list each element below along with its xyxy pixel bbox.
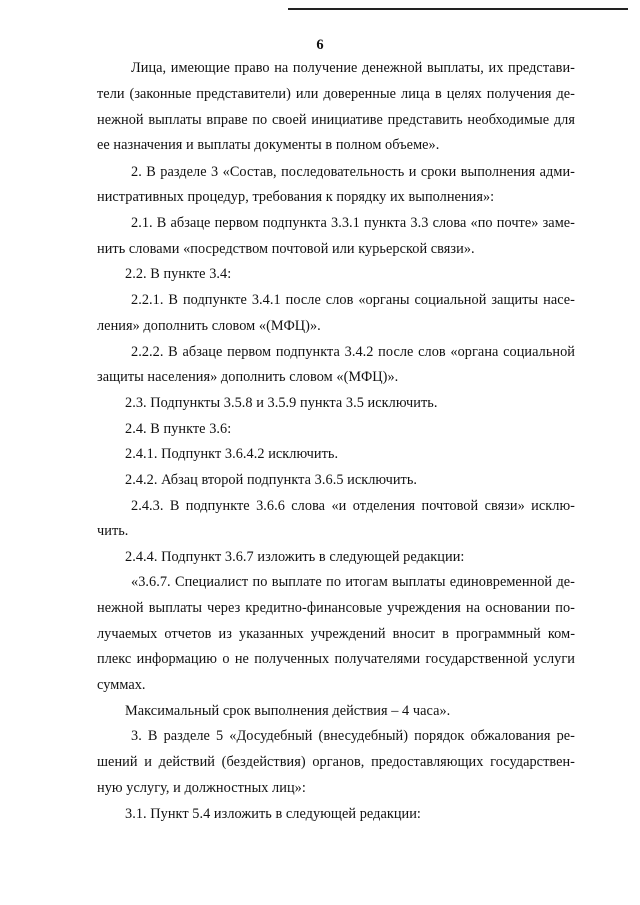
text-line: 2.4.3. В подпункте 3.6.6 слова «и отделения почтовой связи» исклю- [131,498,575,514]
text-line: 2.2. В пункте 3.4: [125,266,232,282]
text-line: чить. [97,523,129,539]
text-line: 3.1. Пункт 5.4 изложить в следующей редакции: [125,806,421,822]
text-line: 2.2.1. В подпункте 3.4.1 после слов «органы социальной защиты насе- [131,292,575,308]
text-line: 2.2.2. В абзаце первом подпункта 3.4.2 после слов «органа социальной [131,344,575,360]
text-line: Максимальный срок выполнения действия – 4 часа». [125,703,451,719]
text-line: нить словами «посредством почтовой или курьерской связи». [97,241,475,257]
text-line: ную услугу, и должностных лиц»: [97,780,306,796]
text-line: 2.1. В абзаце первом подпункта 3.3.1 пункта 3.3 слова «по почте» заме- [131,215,575,231]
text-line: ее назначения и выплаты документы в полном объеме». [97,137,440,153]
text-line: нежной выплаты через кредитно-финансовые учреждения на основании по- [97,600,575,616]
text-line: 2. В разделе 3 «Состав, последовательность и сроки выполнения адми- [131,164,575,180]
text-line: 3. В разделе 5 «Досудебный (внесудебный) порядок обжалования ре- [131,728,575,744]
text-line: нистративных процедур, требования к порядку их выполнения»: [97,189,495,205]
text-line: 2.4.2. Абзац второй подпункта 3.6.5 исключить. [125,472,418,488]
text-line: тели (законные представители) или доверенные лица в целях получения де- [97,86,575,102]
text-line: ления» дополнить словом «(МФЦ)». [97,318,321,334]
text-line: нежной выплаты вправе по своей инициативе представить необходимые для [97,112,575,128]
text-line: Лица, имеющие право на получение денежной выплаты, их представи- [131,60,575,76]
text-line: 2.4.1. Подпункт 3.6.4.2 исключить. [125,446,339,462]
page-number: 6 [316,37,324,53]
text-line: плекс информацию о не полученных получателями государственной услуги [97,651,575,667]
text-line: 2.4. В пункте 3.6: [125,421,232,437]
text-line: 2.4.4. Подпункт 3.6.7 изложить в следующей редакции: [125,549,465,565]
text-line: 2.3. Подпункты 3.5.8 и 3.5.9 пункта 3.5 исключить. [125,395,438,411]
top-rule [288,8,628,10]
text-line: лучаемых отчетов из указанных учреждений вносит в программный ком- [97,626,575,642]
text-line: шений и действий (бездействия) органов, предоставляющих государствен- [97,754,575,770]
text-line: защиты населения» дополнить словом «(МФЦ)». [97,369,399,385]
text-line: суммах. [97,677,146,693]
text-line: «3.6.7. Специалист по выплате по итогам выплаты единовременной де- [131,574,575,590]
